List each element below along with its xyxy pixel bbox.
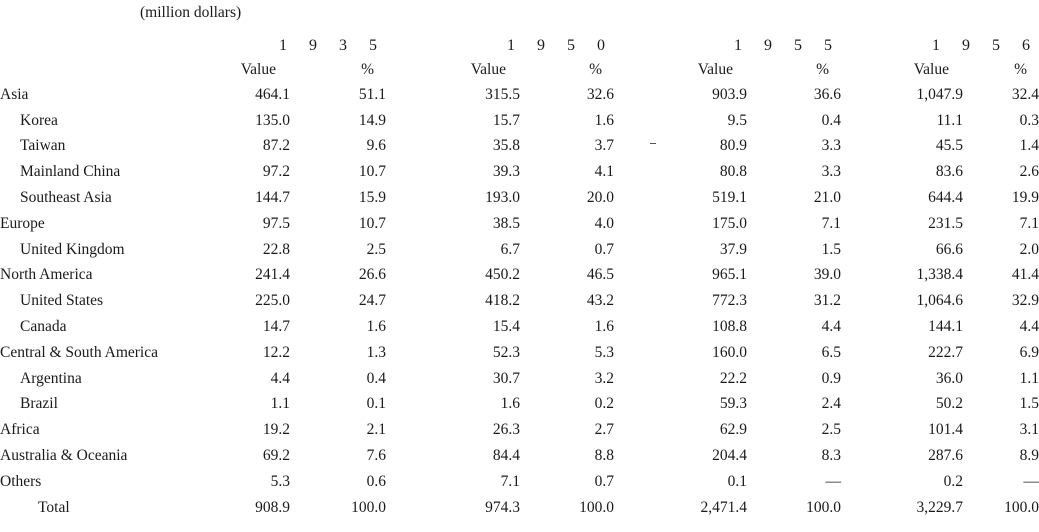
table-row: [0, 469, 1039, 495]
value-cell: 1,338.4: [916, 266, 963, 284]
year-header: 1 9 5 5: [734, 37, 841, 54]
percent-cell: 100.0: [351, 498, 386, 516]
percent-cell: 0.7: [594, 240, 614, 258]
year-header: 1 9 3 5: [279, 37, 386, 54]
percent-cell: 3.3: [821, 137, 841, 155]
percent-cell: 8.3: [821, 447, 841, 465]
value-cell: 772.3: [712, 292, 747, 310]
percent-cell: 36.6: [813, 85, 841, 103]
percent-cell: 8.9: [1019, 447, 1039, 465]
percent-cell: 46.5: [586, 266, 614, 284]
value-cell: 101.4: [928, 421, 963, 439]
row-label: Taiwan: [20, 137, 66, 155]
unit-note: (million dollars): [140, 4, 242, 21]
percent-cell: 26.6: [358, 266, 386, 284]
percent-cell: 0.1: [366, 395, 386, 413]
table-row: [0, 263, 1039, 289]
value-cell: 241.4: [255, 266, 290, 284]
value-cell: 80.8: [719, 163, 747, 181]
value-cell: 7.1: [500, 472, 520, 490]
table-row: [0, 340, 1039, 366]
value-cell: 50.2: [935, 395, 963, 413]
percent-cell: 7.6: [366, 447, 386, 465]
value-cell: 1,064.6: [916, 292, 963, 310]
percent-header: %: [1014, 61, 1027, 78]
percent-cell: 5.3: [594, 343, 614, 361]
value-header: Value: [697, 61, 733, 78]
value-cell: 87.2: [262, 137, 290, 155]
value-cell: 965.1: [712, 266, 747, 284]
table-body: [0, 82, 1039, 521]
table-row: [0, 443, 1039, 469]
value-cell: 903.9: [712, 85, 747, 103]
value-cell: 4.4: [270, 369, 290, 387]
percent-cell: 100.0: [1004, 498, 1039, 516]
percent-cell: 24.7: [358, 292, 386, 310]
percent-cell: 7.1: [1019, 214, 1039, 232]
percent-cell: 100.0: [579, 498, 614, 516]
percent-cell: 2.5: [366, 240, 386, 258]
row-label: Asia: [0, 85, 29, 103]
value-cell: 22.2: [719, 369, 747, 387]
table-row: [0, 134, 1039, 160]
percent-cell: 7.1: [821, 214, 841, 232]
value-cell: 69.2: [262, 447, 290, 465]
value-cell: 3,229.7: [916, 498, 963, 516]
percent-cell: 100.0: [806, 498, 841, 516]
percent-cell: 0.4: [366, 369, 386, 387]
percent-cell: 1.4: [1019, 137, 1039, 155]
percent-cell: 6.9: [1019, 343, 1039, 361]
percent-cell: 32.9: [1011, 292, 1039, 310]
percent-cell: 20.0: [586, 189, 614, 207]
table-row: [0, 185, 1039, 211]
value-cell: 45.5: [935, 137, 963, 155]
percent-cell: 1.5: [821, 240, 841, 258]
value-cell: 37.9: [719, 240, 747, 258]
value-cell: 6.7: [500, 240, 520, 258]
value-cell: 222.7: [928, 343, 963, 361]
table-row: [0, 159, 1039, 185]
year-header: 1 9 5 6: [932, 37, 1039, 54]
value-cell: 30.7: [492, 369, 520, 387]
row-label: Africa: [0, 421, 40, 439]
value-cell: 144.1: [928, 318, 963, 336]
table-row: [0, 366, 1039, 392]
value-cell: 22.8: [262, 240, 290, 258]
percent-cell: 1.1: [1019, 369, 1039, 387]
value-cell: 1,047.9: [916, 85, 963, 103]
value-cell: 39.3: [492, 163, 520, 181]
value-cell: 84.4: [492, 447, 520, 465]
percent-header: %: [816, 61, 829, 78]
subheader-row: [0, 58, 1039, 82]
percent-cell: 1.6: [366, 318, 386, 336]
row-label: Canada: [20, 318, 67, 336]
percent-cell: 41.4: [1011, 266, 1039, 284]
value-cell: 175.0: [712, 214, 747, 232]
percent-cell: 0.3: [1019, 111, 1039, 129]
percent-cell: 9.6: [366, 137, 386, 155]
table-row: [0, 237, 1039, 263]
value-header: Value: [470, 61, 506, 78]
percent-cell: 10.7: [358, 163, 386, 181]
value-cell: 160.0: [712, 343, 747, 361]
row-label: Europe: [0, 214, 45, 232]
percent-cell: 43.2: [586, 292, 614, 310]
percent-cell: 3.3: [821, 163, 841, 181]
percent-cell: 2.5: [821, 421, 841, 439]
percent-cell: 2.7: [594, 421, 614, 439]
row-label: North America: [0, 266, 93, 284]
row-label: Argentina: [20, 369, 82, 387]
percent-cell: 4.0: [594, 214, 614, 232]
row-label: Central & South America: [0, 343, 158, 361]
table-row: [0, 392, 1039, 418]
percent-cell: 39.0: [813, 266, 841, 284]
percent-cell: 0.2: [594, 395, 614, 413]
percent-cell: —: [1023, 472, 1039, 490]
percent-cell: 19.9: [1011, 189, 1039, 207]
row-label: Total: [38, 498, 70, 516]
value-cell: 144.7: [255, 189, 290, 207]
value-header: Value: [913, 61, 949, 78]
total-row: [0, 495, 1039, 521]
value-header: Value: [240, 61, 276, 78]
value-cell: 464.1: [255, 85, 290, 103]
percent-cell: 4.4: [1019, 318, 1039, 336]
table-row: [0, 314, 1039, 340]
value-cell: 0.1: [727, 472, 747, 490]
value-cell: 97.5: [262, 214, 290, 232]
percent-cell: 31.2: [813, 292, 841, 310]
value-cell: 908.9: [255, 498, 290, 516]
table-row: [0, 108, 1039, 134]
row-label: Australia & Oceania: [0, 447, 128, 465]
value-cell: 135.0: [255, 111, 290, 129]
value-cell: 315.5: [485, 85, 520, 103]
percent-cell: 0.9: [821, 369, 841, 387]
value-cell: 14.7: [262, 318, 290, 336]
row-label: Brazil: [20, 395, 58, 413]
year-header: 1 9 5 0: [507, 37, 614, 54]
table-row: [0, 288, 1039, 314]
percent-cell: —: [825, 472, 841, 490]
percent-header: %: [361, 61, 374, 78]
percent-cell: 1.3: [366, 343, 386, 361]
percent-cell: 21.0: [813, 189, 841, 207]
percent-cell: 2.4: [821, 395, 841, 413]
value-cell: 418.2: [485, 292, 520, 310]
percent-cell: 51.1: [358, 85, 386, 103]
year-header-row: [0, 34, 1039, 58]
value-cell: 9.5: [727, 111, 747, 129]
value-cell: 15.4: [492, 318, 520, 336]
row-label: Others: [0, 472, 42, 490]
percent-cell: 0.6: [366, 472, 386, 490]
percent-cell: 3.2: [594, 369, 614, 387]
row-label: United Kingdom: [20, 240, 125, 258]
value-cell: 644.4: [928, 189, 963, 207]
percent-cell: 10.7: [358, 214, 386, 232]
value-cell: 287.6: [928, 447, 963, 465]
table-row: [0, 211, 1039, 237]
value-cell: 193.0: [485, 189, 520, 207]
trade-by-region-table: [0, 34, 1039, 521]
value-cell: 519.1: [712, 189, 747, 207]
value-cell: 62.9: [719, 421, 747, 439]
percent-cell: 2.0: [1019, 240, 1039, 258]
row-label: Mainland China: [20, 163, 121, 181]
percent-cell: 3.7: [594, 137, 614, 155]
value-cell: 59.3: [719, 395, 747, 413]
percent-cell: 4.4: [821, 318, 841, 336]
value-cell: 1.1: [270, 395, 290, 413]
value-cell: 1.6: [500, 395, 520, 413]
value-cell: 83.6: [935, 163, 963, 181]
corner-cell: [0, 34, 200, 58]
value-cell: 2,471.4: [700, 498, 747, 516]
percent-cell: 0.7: [594, 472, 614, 490]
row-label: United States: [20, 292, 104, 310]
row-label: Southeast Asia: [20, 189, 112, 207]
percent-cell: 14.9: [358, 111, 386, 129]
value-cell: 35.8: [492, 137, 520, 155]
percent-cell: 3.1: [1019, 421, 1039, 439]
value-cell: 974.3: [485, 498, 520, 516]
percent-cell: 32.4: [1011, 85, 1039, 103]
value-cell: 225.0: [255, 292, 290, 310]
value-cell: 15.7: [492, 111, 520, 129]
percent-cell: 2.6: [1019, 163, 1039, 181]
percent-cell: 2.1: [366, 421, 386, 439]
percent-cell: 32.6: [586, 85, 614, 103]
value-cell: 36.0: [935, 369, 963, 387]
value-cell: 66.6: [935, 240, 963, 258]
value-cell: 80.9: [719, 137, 747, 155]
corner-cell: [0, 58, 200, 82]
value-cell: 12.2: [262, 343, 290, 361]
value-cell: 450.2: [485, 266, 520, 284]
value-cell: 52.3: [492, 343, 520, 361]
percent-cell: 1.5: [1019, 395, 1039, 413]
value-cell: 5.3: [270, 472, 290, 490]
percent-cell: 15.9: [358, 189, 386, 207]
percent-header: %: [589, 61, 602, 78]
row-label: Korea: [20, 111, 58, 129]
value-cell: 38.5: [492, 214, 520, 232]
value-cell: 0.2: [943, 472, 963, 490]
value-cell: 204.4: [712, 447, 747, 465]
percent-cell: 6.5: [821, 343, 841, 361]
table-row: [0, 82, 1039, 108]
value-cell: 26.3: [492, 421, 520, 439]
value-cell: 11.1: [936, 111, 963, 129]
table-row: [0, 417, 1039, 443]
value-cell: 231.5: [928, 214, 963, 232]
percent-cell: 1.6: [594, 318, 614, 336]
value-cell: 19.2: [262, 421, 290, 439]
percent-cell: 1.6: [594, 111, 614, 129]
value-cell: 97.2: [262, 163, 290, 181]
value-cell: 108.8: [712, 318, 747, 336]
percent-cell: 4.1: [594, 163, 614, 181]
percent-cell: 0.4: [821, 111, 841, 129]
percent-cell: 8.8: [594, 447, 614, 465]
